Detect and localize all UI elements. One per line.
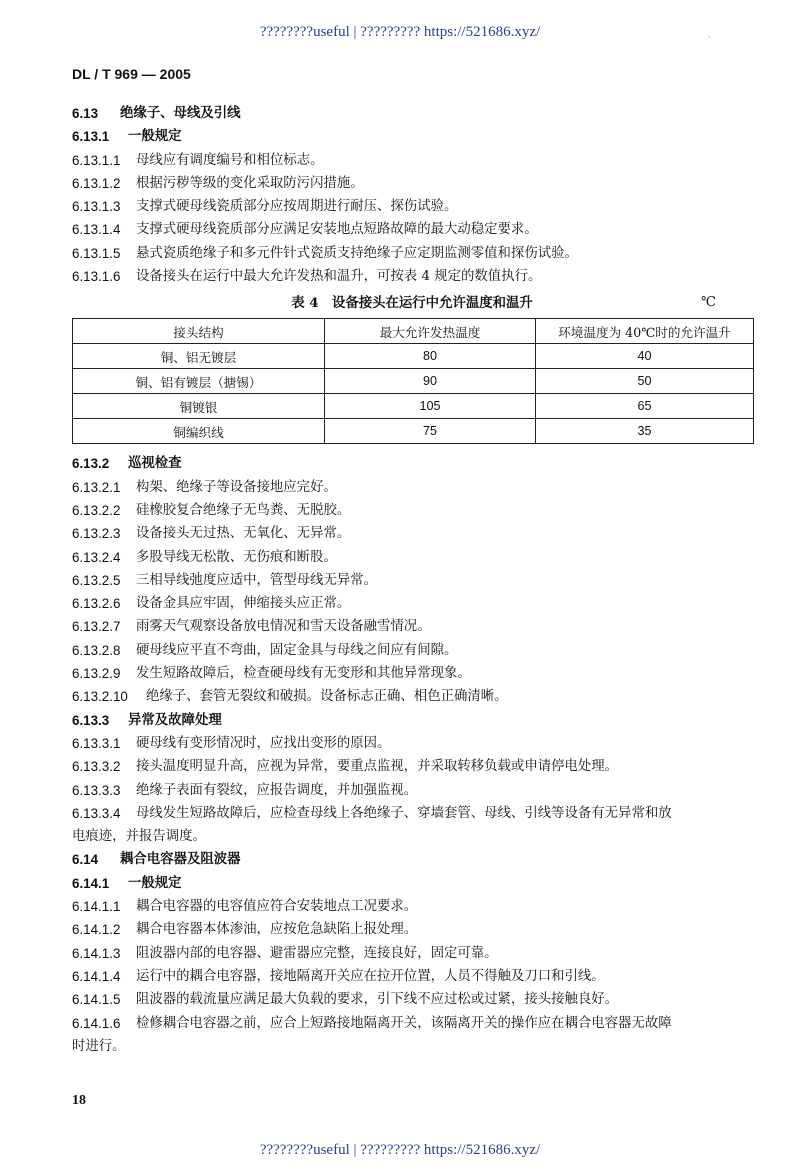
clause-text: 硬母线有变形情况时，应找出变形的原因。 bbox=[136, 735, 391, 751]
table-row bbox=[73, 419, 754, 444]
clause-text: 阻波器内部的电容器、避雷器应完整，连接良好，固定可靠。 bbox=[136, 945, 498, 961]
clause-number: 6.13.1.5 bbox=[72, 245, 121, 261]
table-row bbox=[73, 394, 754, 419]
table-unit: ℃ bbox=[701, 295, 716, 311]
table-title: 表 4 设备接头在运行中允许温度和温升 bbox=[291, 295, 533, 312]
clause-number: 6.13.2.10 bbox=[72, 689, 128, 705]
clause-number: 6.14.1.4 bbox=[72, 968, 121, 984]
document-code: DL / T 969 — 2005 bbox=[72, 66, 191, 82]
section-heading bbox=[72, 125, 752, 148]
clause-text: 支撑式硬母线瓷质部分应满足安装地点短路故障的最大动稳定要求。 bbox=[136, 222, 538, 238]
clause-number: 6.13.1.3 bbox=[72, 199, 121, 215]
clause-item bbox=[72, 918, 752, 941]
page-body bbox=[72, 102, 752, 1058]
table-cell: 铜、铝无镀层 bbox=[73, 344, 325, 369]
clause-text: 母线发生短路故障后，应检查母线上各绝缘子、穿墙套管、母线、引线等设备有无异常和放 bbox=[136, 805, 672, 821]
clause-text-continuation: 时进行。 bbox=[72, 1038, 126, 1054]
clause-text: 异常及故障处理 bbox=[128, 711, 222, 728]
clause-item bbox=[72, 1012, 752, 1059]
table-cell: 105 bbox=[324, 394, 535, 419]
section-heading bbox=[72, 102, 752, 125]
clause-text: 耦合电容器本体渗油，应按危急缺陷上报处理。 bbox=[136, 922, 418, 938]
table-header-cell: 最大允许发热温度 bbox=[324, 319, 535, 344]
clause-item bbox=[72, 988, 752, 1011]
clause-number: 6.13.1 bbox=[72, 129, 110, 145]
clause-text: 悬式瓷质绝缘子和多元件针式瓷质支持绝缘子应定期监测零值和探伤试验。 bbox=[136, 245, 578, 261]
section-heading bbox=[72, 452, 752, 475]
clause-number: 6.13.2.6 bbox=[72, 596, 121, 612]
clause-text: 支撑式硬母线瓷质部分应按周期进行耐压、探伤试验。 bbox=[136, 199, 458, 215]
clause-text: 运行中的耦合电容器，接地隔离开关应在拉开位置，人员不得触及刀口和引线。 bbox=[136, 968, 605, 984]
clause-number: 6.13.2.3 bbox=[72, 526, 121, 542]
section-heading bbox=[72, 848, 752, 871]
clause-text: 设备金具应牢固，伸缩接头应正常。 bbox=[136, 596, 351, 612]
clause-text: 绝缘子、母线及引线 bbox=[120, 105, 241, 121]
table-cell: 75 bbox=[324, 419, 535, 444]
table-row bbox=[73, 344, 754, 369]
clause-text: 绝缘子表面有裂纹，应报告调度，并加强监视。 bbox=[136, 782, 418, 798]
watermark-banner-bottom: ????????useful | ????????? https://521686.xyz/ bbox=[259, 1142, 541, 1158]
clause-item bbox=[72, 592, 752, 615]
clause-item bbox=[72, 755, 752, 778]
clause-text: 耦合电容器的电容值应符合安装地点工况要求。 bbox=[136, 899, 418, 915]
clause-number: 6.14.1.2 bbox=[72, 922, 121, 938]
clause-item bbox=[72, 615, 752, 638]
clause-item bbox=[72, 685, 752, 708]
clause-number: 6.14.1.5 bbox=[72, 992, 121, 1008]
clause-number: 6.13.3.2 bbox=[72, 759, 121, 775]
clause-item bbox=[72, 639, 752, 662]
clause-text: 检修耦合电容器之前，应合上短路接地隔离开关，该隔离开关的操作应在耦合电容器无故障 bbox=[136, 1015, 672, 1031]
clause-number: 6.13.2.1 bbox=[72, 479, 121, 495]
table-cell: 铜编织线 bbox=[73, 419, 325, 444]
clause-text: 接头温度明显升高，应视为异常，要重点监视，并采取转移负载或申请停电处理。 bbox=[136, 759, 619, 775]
clause-item bbox=[72, 149, 752, 172]
section-6-13-1 bbox=[72, 102, 752, 288]
clause-number: 6.13.3.3 bbox=[72, 782, 121, 798]
clause-item bbox=[72, 779, 752, 802]
page-number: 18 bbox=[72, 1093, 86, 1108]
clause-number: 6.14.1.1 bbox=[72, 899, 121, 915]
clause-number: 6.13.3.4 bbox=[72, 805, 121, 821]
table-caption bbox=[72, 288, 752, 318]
clause-text: 绝缘子、套管无裂纹和破损。设备标志正确、相色正确清晰。 bbox=[146, 689, 508, 705]
clause-item bbox=[72, 195, 752, 218]
clause-text-continuation: 电痕迹，并报告调度。 bbox=[72, 829, 206, 845]
clause-item bbox=[72, 476, 752, 499]
clause-number: 6.13 bbox=[72, 106, 99, 121]
clause-number: 6.13.2.2 bbox=[72, 502, 121, 518]
clause-item bbox=[72, 965, 752, 988]
table-row bbox=[73, 369, 754, 394]
clause-number: 6.13.2 bbox=[72, 456, 110, 472]
clause-item bbox=[72, 569, 752, 592]
section-heading bbox=[72, 872, 752, 895]
clause-number: 6.13.2.4 bbox=[72, 549, 121, 565]
table-header-row bbox=[73, 319, 754, 344]
clause-number: 6.14.1.3 bbox=[72, 945, 121, 961]
clause-number: 6.13.3 bbox=[72, 712, 110, 728]
clause-number: 6.13.2.8 bbox=[72, 642, 121, 658]
clause-number: 6.13.1.4 bbox=[72, 222, 121, 238]
clause-text: 构架、绝缘子等设备接地应完好。 bbox=[136, 479, 337, 495]
clause-text: 多股导线无松散、无伤痕和断股。 bbox=[136, 549, 337, 565]
clause-item bbox=[72, 895, 752, 918]
clause-text: 阻波器的载流量应满足最大负载的要求，引下线不应过松或过紧，接头接触良好。 bbox=[136, 992, 619, 1008]
clause-item bbox=[72, 499, 752, 522]
clause-text: 一般规定 bbox=[128, 128, 182, 145]
clause-text: 硅橡胶复合绝缘子无鸟粪、无脱胶。 bbox=[136, 502, 351, 518]
clause-item bbox=[72, 242, 752, 265]
clause-item bbox=[72, 732, 752, 755]
clause-item bbox=[72, 802, 752, 849]
clause-text: 三相导线弛度应适中，管型母线无异常。 bbox=[136, 572, 378, 588]
clause-item bbox=[72, 218, 752, 241]
section-heading bbox=[72, 709, 752, 732]
clause-item bbox=[72, 942, 752, 965]
table-cell: 铜镀银 bbox=[73, 394, 325, 419]
clause-number: 6.13.3.1 bbox=[72, 735, 121, 751]
clause-item bbox=[72, 265, 752, 288]
clause-text: 耦合电容器及阻波器 bbox=[120, 851, 241, 868]
clause-number: 6.13.2.9 bbox=[72, 666, 121, 682]
clause-item bbox=[72, 546, 752, 569]
clause-text: 母线应有调度编号和相位标志。 bbox=[136, 152, 324, 168]
clause-text: 根据污秽等级的变化采取防污闪措施。 bbox=[136, 175, 364, 191]
clause-number: 6.13.2.5 bbox=[72, 572, 121, 588]
table-cell: 90 bbox=[324, 369, 535, 394]
table-header-cell: 环境温度为 40℃时的允许温升 bbox=[536, 319, 754, 344]
watermark-banner-top: ????????useful | ????????? https://521686.xyz/ bbox=[259, 24, 541, 40]
clause-number: 6.14.1.6 bbox=[72, 1015, 121, 1031]
table-cell: 35 bbox=[536, 419, 754, 444]
clause-text: 发生短路故障后，检查硬母线有无变形和其他异常现象。 bbox=[136, 666, 471, 682]
clause-number: 6.13.1.6 bbox=[72, 269, 121, 285]
clause-number: 6.13.1.1 bbox=[72, 152, 121, 168]
table-cell: 40 bbox=[536, 344, 754, 369]
clause-text: 硬母线应平直不弯曲，固定金具与母线之间应有间隙。 bbox=[136, 642, 458, 658]
table-cell: 80 bbox=[324, 344, 535, 369]
table-cell: 铜、铝有镀层（搪锡） bbox=[73, 369, 325, 394]
clause-item bbox=[72, 522, 752, 545]
section-6-13-2-to-6-14 bbox=[72, 452, 752, 1058]
table-cell: 50 bbox=[536, 369, 754, 394]
clause-text: 一般规定 bbox=[128, 874, 182, 891]
clause-item bbox=[72, 172, 752, 195]
clause-text: 设备接头在运行中最大允许发热和温升，可按表 4 规定的数值执行。 bbox=[136, 269, 542, 285]
clause-text: 雨雾天气观察设备放电情况和雪天设备融雪情况。 bbox=[136, 619, 431, 635]
clause-text: 巡视检查 bbox=[128, 455, 182, 472]
scan-speck: · bbox=[708, 33, 711, 42]
table-cell: 65 bbox=[536, 394, 754, 419]
clause-number: 6.14.1 bbox=[72, 875, 110, 891]
table-4 bbox=[72, 318, 754, 444]
clause-number: 6.14 bbox=[72, 852, 99, 868]
clause-number: 6.13.2.7 bbox=[72, 619, 121, 635]
clause-text: 设备接头无过热、无氧化、无异常。 bbox=[136, 526, 351, 542]
clause-number: 6.13.1.2 bbox=[72, 175, 121, 191]
table-header-cell: 接头结构 bbox=[73, 319, 325, 344]
clause-item bbox=[72, 662, 752, 685]
